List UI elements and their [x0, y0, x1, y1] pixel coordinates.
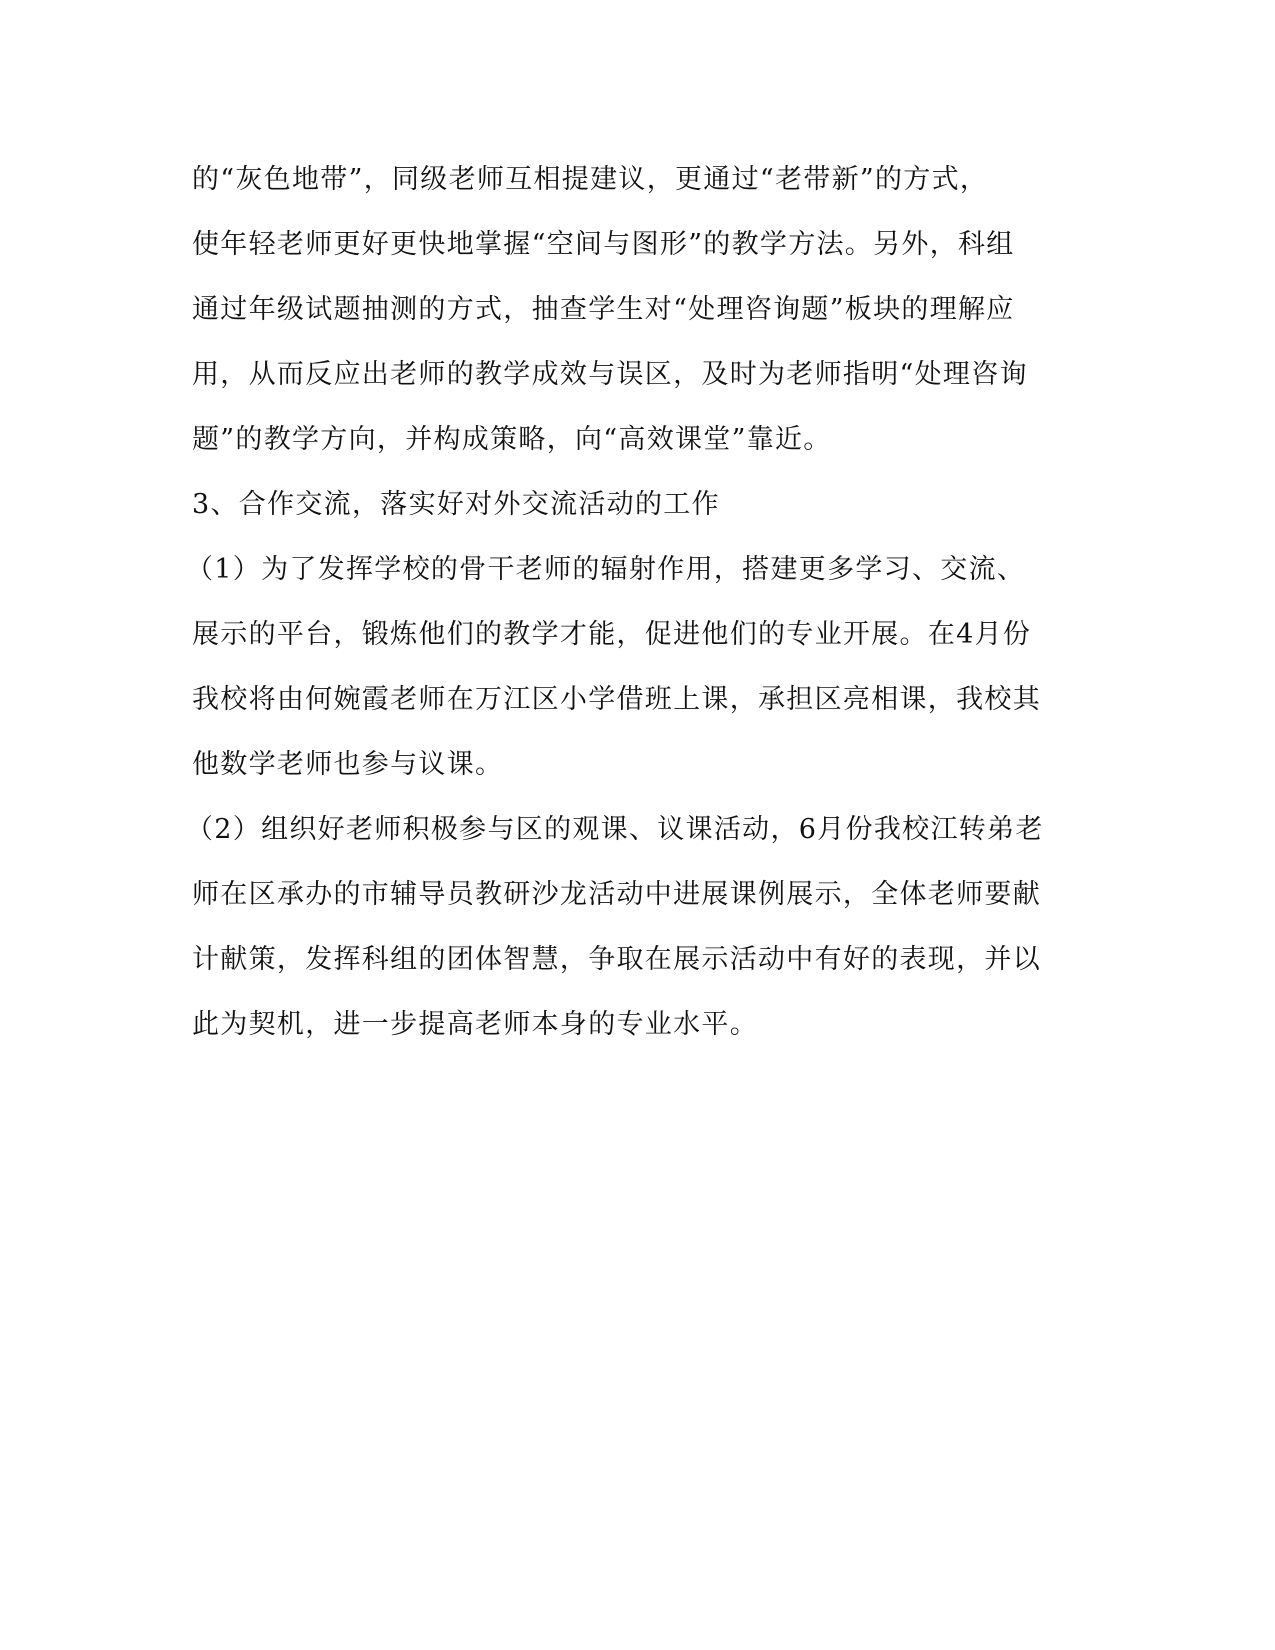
- paragraph-item-2: [186, 810, 1082, 1045]
- paragraph-item-1: [186, 550, 1082, 785]
- text-line: 用，从而反应出老师的教学成效与误区，及时为老师指明“处理咨询: [192, 359, 1028, 390]
- text-line: （2）组织好老师积极参与区的观课、议课活动，6月份我校江转弟老: [186, 814, 1044, 845]
- document-body: [186, 160, 1082, 1070]
- text-line: 展示的平台，锻炼他们的教学才能，促进他们的专业开展。在4月份: [192, 619, 1032, 650]
- text-line: 他数学老师也参与议课。: [192, 749, 504, 780]
- text-line: 的“灰色地带”，同级老师互相提建议，更通过“老带新”的方式，: [192, 164, 989, 195]
- text-line: 我校将由何婉霞老师在万江区小学借班上课，承担区亮相课，我校其: [192, 684, 1041, 715]
- section-heading: 3、合作交流，落实好对外交流活动的工作: [192, 489, 720, 520]
- text-line: 计献策，发挥科组的团体智慧，争取在展示活动中有好的表现，并以: [192, 944, 1041, 975]
- text-line: 使年轻老师更好更快地掌握“空间与图形”的教学方法。另外，科组: [192, 229, 1015, 260]
- text-line: 师在区承办的市辅导员教研沙龙活动中进展课例展示，全体老师要献: [192, 879, 1041, 910]
- text-line: 通过年级试题抽测的方式，抽查学生对“处理咨询题”板块的理解应: [192, 294, 1015, 325]
- paragraph-teaching-methods: [192, 160, 1082, 460]
- text-line: （1）为了发挥学校的骨干老师的辐射作用，搭建更多学习、交流、: [186, 554, 1026, 585]
- text-line: 此为契机，进一步提高老师本身的专业水平。: [192, 1009, 758, 1040]
- text-line: 题”的教学方向，并构成策略，向“高效课堂”靠近。: [192, 424, 832, 455]
